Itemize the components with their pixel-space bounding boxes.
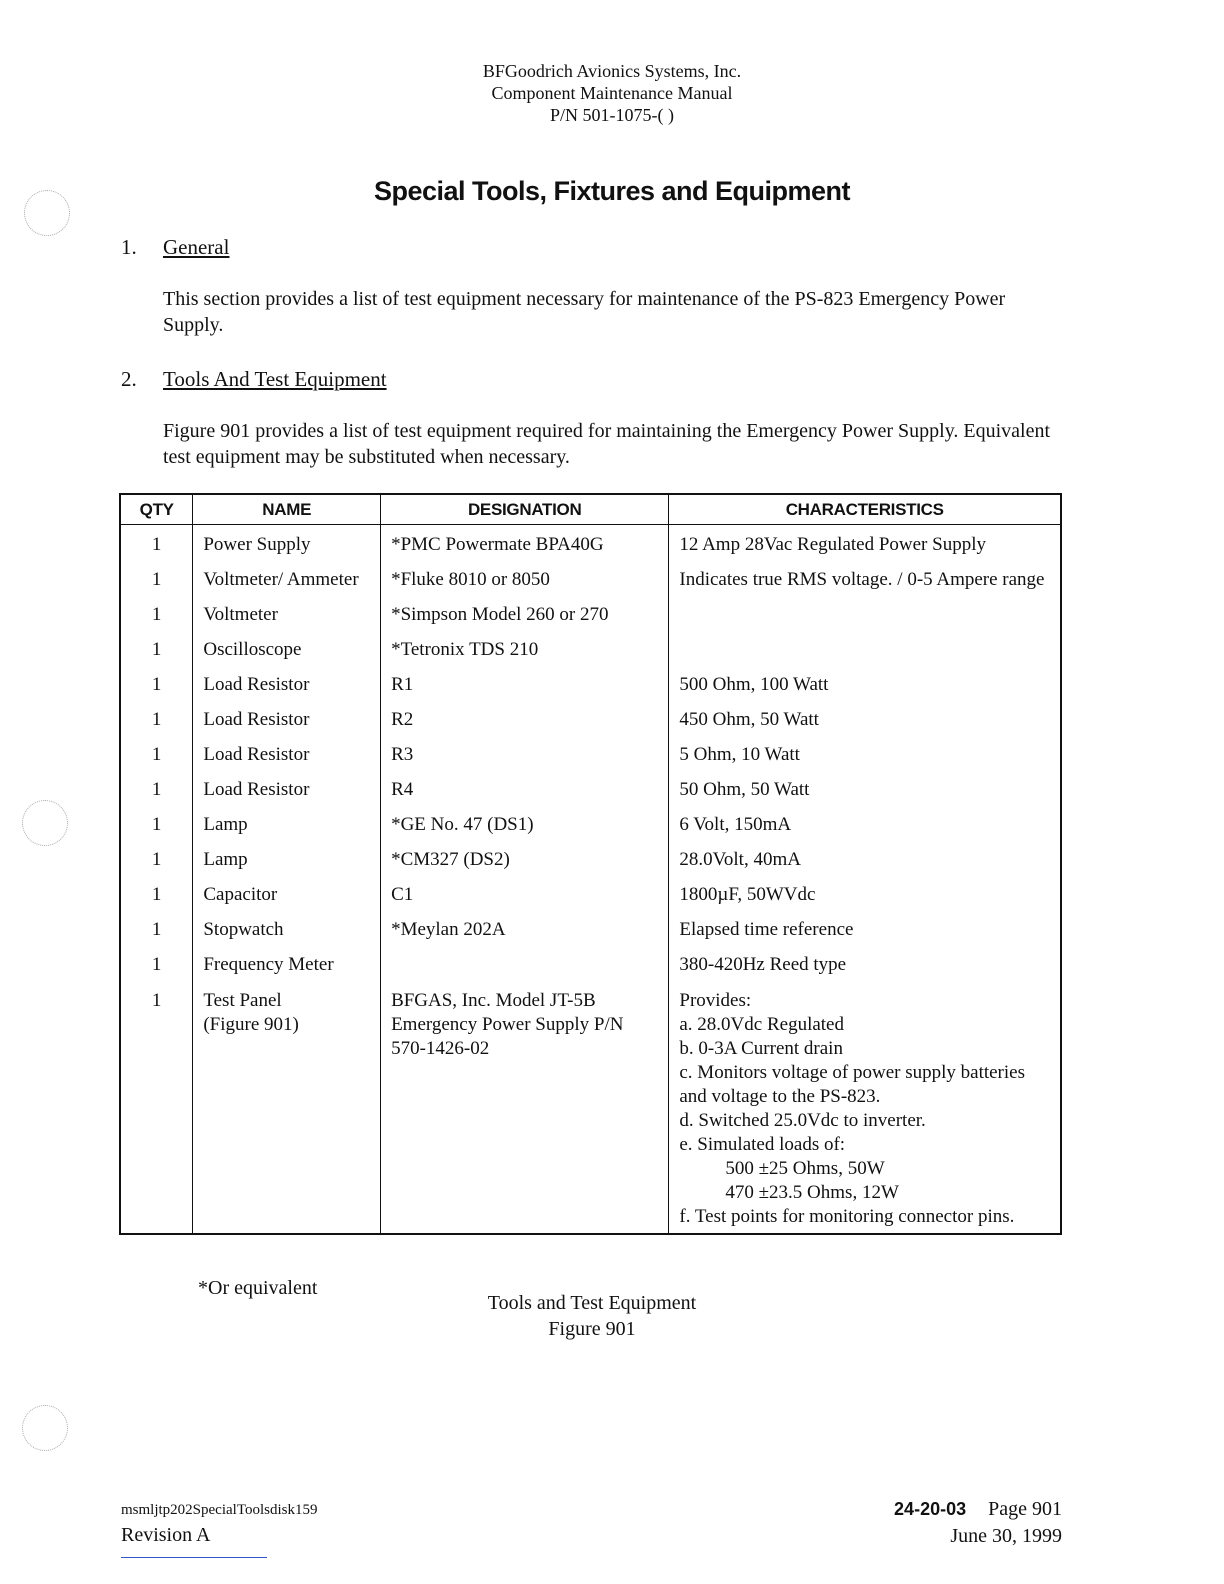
figure-caption — [0, 1290, 1184, 1342]
manual-name: Component Maintenance Manual — [491, 83, 733, 103]
designation-cell: *Fluke 8010 or 8050 — [381, 564, 669, 599]
table-row — [120, 525, 1061, 565]
designation-cell: *PMC Powermate BPA40G — [381, 525, 669, 565]
table-row — [120, 949, 1061, 981]
section-title-tools: Tools And Test Equipment — [163, 367, 387, 391]
name-cell: Oscilloscope — [193, 634, 381, 669]
table-row-test-panel — [120, 981, 1061, 1234]
characteristics-cell — [669, 599, 1061, 634]
test-panel-name: Test Panel — [203, 990, 282, 1011]
table-row — [120, 634, 1061, 669]
characteristics-cell — [669, 634, 1061, 669]
equipment-table — [119, 493, 1062, 1235]
characteristics-cell: 12 Amp 28Vac Regulated Power Supply — [669, 525, 1061, 565]
section-tools-text: Figure 901 provides a list of test equipment required for maintaining the Emergency Power Supply. Equivalent test equipment may be substituted when necessary. — [163, 420, 1051, 468]
qty-cell: 1 — [120, 981, 193, 1234]
designation-cell: R1 — [381, 669, 669, 704]
qty-cell: 1 — [120, 525, 193, 565]
footer-left — [121, 1502, 317, 1547]
qty-cell: 1 — [120, 774, 193, 809]
name-cell: Load Resistor — [193, 774, 381, 809]
name-cell — [193, 981, 381, 1234]
simulated-load: 500 ±25 Ohms, 50W — [725, 1158, 885, 1179]
qty-cell: 1 — [120, 669, 193, 704]
section-title-general: General — [163, 235, 230, 259]
table-row — [120, 914, 1061, 949]
designation-cell: *CM327 (DS2) — [381, 844, 669, 879]
column-header-name: NAME — [193, 494, 381, 525]
test-panel-figure-ref: (Figure 901) — [203, 1014, 299, 1035]
designation-cell: *Tetronix TDS 210 — [381, 634, 669, 669]
footer-date: June 30, 1999 — [950, 1525, 1062, 1547]
binder-hole-mark — [22, 1405, 68, 1451]
qty-cell: 1 — [120, 809, 193, 844]
provides-item: b. 0-3A Current drain — [679, 1038, 843, 1059]
table-row — [120, 564, 1061, 599]
table-row — [120, 879, 1061, 914]
designation-line: Emergency Power Supply P/N — [391, 1014, 624, 1035]
footer-revision: Revision A — [121, 1524, 211, 1546]
designation-cell: R3 — [381, 739, 669, 774]
name-cell: Lamp — [193, 809, 381, 844]
qty-cell: 1 — [120, 949, 193, 981]
section-general-text: This section provides a list of test equipment necessary for maintenance of the PS-823 Emergency Power Supply. — [163, 288, 1006, 336]
table-row — [120, 774, 1061, 809]
characteristics-cell — [669, 981, 1061, 1234]
designation-cell — [381, 981, 669, 1234]
name-cell: Voltmeter/ Ammeter — [193, 564, 381, 599]
name-cell: Power Supply — [193, 525, 381, 565]
characteristics-cell: 1800µF, 50WVdc — [669, 879, 1061, 914]
qty-cell: 1 — [120, 844, 193, 879]
characteristics-cell: 50 Ohm, 50 Watt — [669, 774, 1061, 809]
characteristics-cell: Indicates true RMS voltage. / 0-5 Ampere range — [669, 564, 1061, 599]
column-header-qty: QTY — [120, 494, 193, 525]
provides-item: e. Simulated loads of: — [679, 1134, 846, 1155]
designation-cell: C1 — [381, 879, 669, 914]
table-header-row — [120, 494, 1061, 525]
table-row — [120, 739, 1061, 774]
qty-cell: 1 — [120, 739, 193, 774]
caption-title: Tools and Test Equipment — [487, 1292, 697, 1314]
table-row — [120, 599, 1061, 634]
qty-cell: 1 — [120, 564, 193, 599]
provides-item: d. Switched 25.0Vdc to inverter. — [679, 1110, 926, 1131]
footer-link-underline — [121, 1557, 267, 1558]
qty-cell: 1 — [120, 704, 193, 739]
caption-figure-number: Figure 901 — [548, 1318, 636, 1340]
name-cell: Voltmeter — [193, 599, 381, 634]
page-title: Special Tools, Fixtures and Equipment — [373, 176, 851, 206]
designation-cell: *GE No. 47 (DS1) — [381, 809, 669, 844]
name-cell: Load Resistor — [193, 669, 381, 704]
equivalent-note: *Or equivalent — [198, 1277, 318, 1299]
column-header-characteristics: CHARACTERISTICS — [669, 494, 1061, 525]
name-cell: Load Resistor — [193, 704, 381, 739]
footer-doc-code: 24-20-03 — [894, 1499, 967, 1519]
designation-line: BFGAS, Inc. Model JT-5B — [391, 990, 596, 1011]
characteristics-cell: 450 Ohm, 50 Watt — [669, 704, 1061, 739]
section-number: 2. — [121, 367, 137, 391]
table-row — [120, 669, 1061, 704]
column-header-designation: DESIGNATION — [381, 494, 669, 525]
document-header — [0, 60, 1224, 126]
designation-line: 570-1426-02 — [391, 1038, 490, 1059]
provides-item: f. Test points for monitoring connector pins. — [679, 1206, 1015, 1227]
company-name: BFGoodrich Avionics Systems, Inc. — [482, 61, 742, 81]
characteristics-cell: 380-420Hz Reed type — [669, 949, 1061, 981]
provides-item: c. Monitors voltage of power supply batteries and voltage to the PS-823. — [679, 1062, 1025, 1107]
qty-cell: 1 — [120, 599, 193, 634]
name-cell: Capacitor — [193, 879, 381, 914]
designation-cell: R4 — [381, 774, 669, 809]
characteristics-cell: 500 Ohm, 100 Watt — [669, 669, 1061, 704]
provides-label: Provides: — [679, 990, 752, 1011]
footer-right — [894, 1496, 1062, 1550]
characteristics-cell: 28.0Volt, 40mA — [669, 844, 1061, 879]
provides-item: a. 28.0Vdc Regulated — [679, 1014, 844, 1035]
simulated-load: 470 ±23.5 Ohms, 12W — [725, 1182, 899, 1203]
table-row — [120, 704, 1061, 739]
qty-cell: 1 — [120, 914, 193, 949]
section-number: 1. — [121, 235, 137, 259]
designation-cell — [381, 949, 669, 981]
name-cell: Stopwatch — [193, 914, 381, 949]
part-number: P/N 501-1075-( ) — [550, 105, 674, 125]
footer-page-number: Page 901 — [988, 1498, 1062, 1520]
footer-filename: msmljtp202SpecialToolsdisk159 — [121, 1502, 318, 1518]
characteristics-cell: Elapsed time reference — [669, 914, 1061, 949]
qty-cell: 1 — [120, 879, 193, 914]
designation-cell: *Meylan 202A — [381, 914, 669, 949]
name-cell: Load Resistor — [193, 739, 381, 774]
characteristics-cell: 5 Ohm, 10 Watt — [669, 739, 1061, 774]
table-row — [120, 844, 1061, 879]
name-cell: Frequency Meter — [193, 949, 381, 981]
designation-cell: R2 — [381, 704, 669, 739]
table-row — [120, 809, 1061, 844]
designation-cell: *Simpson Model 260 or 270 — [381, 599, 669, 634]
binder-hole-mark — [22, 800, 68, 846]
qty-cell: 1 — [120, 634, 193, 669]
characteristics-cell: 6 Volt, 150mA — [669, 809, 1061, 844]
name-cell: Lamp — [193, 844, 381, 879]
